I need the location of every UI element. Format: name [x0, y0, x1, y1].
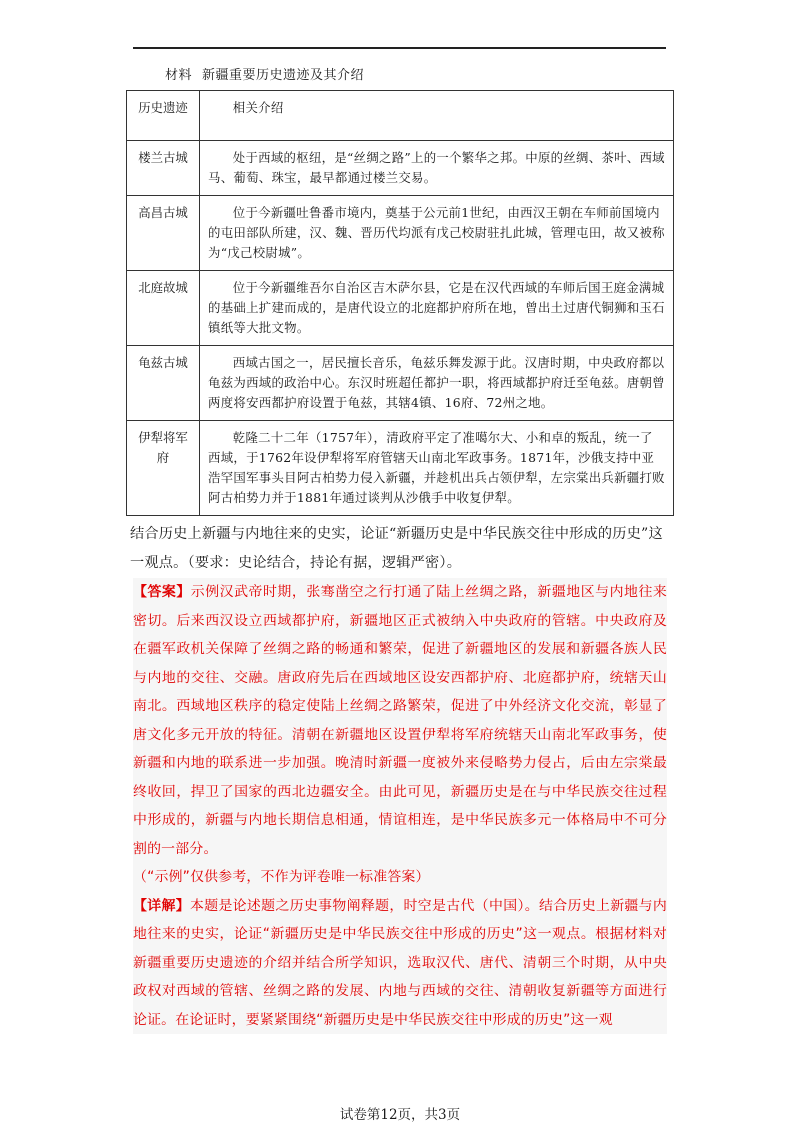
answer-text: 示例汉武帝时期，张骞凿空之行打通了陆上丝绸之路，新疆地区与内地往来密切。后来西汉设立西域都护府，新疆地区正式被纳入中央政府的管辖。中央政府及在疆军政机关保障了丝绸之路的畅通和繁荣，促进了新疆地区的发展和新疆各族人民与内地的交往、交融。唐政府先后在西域地区设安西都护府、北庭都护府，统辖天山南北。西域地区秩序的稳定使陆上丝绸之路繁荣，促进了中外经济文化交流，彰显了唐文化多元开放的特征。清朝在新疆地区设置伊犁将军府统辖天山南北军政事务，使新疆和内地的联系进一步加强。晚清时新疆一度被外来侵略势力侵占，后由左宗棠最终收回，捍卫了国家的西北边疆安全。由此可见，新疆历史是在与中华民族交往过程中形成的，新疆与内地长期信息相通，情谊相连，是中华民族多元一体格局中不可分割的一部分。 — [133, 584, 667, 857]
site-intro: 位于今新疆维吾尔自治区吉木萨尔县，它是在汉代西域的车师后国王庭金满城的基础上扩建而成的，是唐代设立的北庭都护府所在地，曾出土过唐代铜狮和玉石镇纸等大批文物。 — [200, 271, 674, 346]
detail-text: 本题是论述题之历史事物阐释题，时空是古代（中国）。结合历史上新疆与内地往来的史实，论证“新疆历史是中华民族交往中形成的历史”这一观点。根据材料对新疆重要历史遗迹的介绍并结合所学知识，选取汉代、唐代、清朝三个时期，从中央政权对西域的管辖、丝绸之路的发展、内地与西域的交往、清朝收复新疆等方面进行论证。在论证时，要紧紧围绕“新疆历史是中华民族交往中形成的历史”这一观 — [133, 897, 667, 1028]
site-intro: 处于西域的枢纽，是“丝绸之路”上的一个繁华之邦。中原的丝绸、茶叶、西域马、葡萄、珠宝，最早都通过楼兰交易。 — [200, 141, 674, 196]
site-intro: 位于今新疆吐鲁番市境内，奠基于公元前1世纪，由西汉王朝在车师前国境内的屯田部队所建，汉、魏、晋历代均派有戊己校尉驻扎此城，管理屯田，故又被称为“戊己校尉城”。 — [200, 196, 674, 271]
answer-block — [133, 578, 667, 1034]
detail-paragraph — [133, 892, 667, 1035]
site-intro: 西域古国之一，居民擅长音乐，龟兹乐舞发源于此。汉唐时期，中央政府都以龟兹为西域的政治中心。东汉时班超任都护一职，将西域都护府迁至龟兹。唐朝曾两度将安西都护府设置于龟兹，其辖4镇、16府、72州之地。 — [200, 346, 674, 421]
header-intro: 相关介绍 — [200, 91, 674, 141]
page-footer: 试卷第12页，共3页 — [339, 1107, 461, 1123]
table-header-row — [127, 91, 674, 141]
site-name: 高昌古城 — [127, 196, 200, 271]
answer-tag: 【答案】 — [133, 584, 191, 600]
answer-note: （“示例”仅供参考，不作为评卷唯一标准答案） — [133, 869, 430, 885]
table-row — [127, 271, 674, 346]
detail-tag: 【详解】 — [133, 897, 190, 914]
site-name: 伊犁将军府 — [127, 421, 200, 516]
site-name: 楼兰古城 — [127, 141, 200, 196]
site-intro: 乾隆二十二年（1757年），清政府平定了准噶尔大、小和卓的叛乱，统一了西域，于1762年设伊犁将军府管辖天山南北军政事务。1871年，沙俄支持中亚浩罕国军事头目阿古柏势力侵入新疆，并趁机出兵占领伊犁，左宗棠出兵新疆打败阿古柏势力并于1881年通过谈判从沙俄手中收复伊犁。 — [200, 421, 674, 516]
table-row — [127, 346, 674, 421]
site-name: 龟兹古城 — [127, 346, 200, 421]
material-caption — [165, 64, 364, 83]
site-name: 北庭故城 — [127, 271, 200, 346]
header-site: 历史遗迹 — [127, 91, 200, 141]
table-row — [127, 141, 674, 196]
table-row — [127, 196, 674, 271]
question-stem: 结合历史上新疆与内地往来的史实，论证“新疆历史是中华民族交往中形成的历史”这一观点。（要求：史论结合，持论有据，逻辑严密）。 — [130, 526, 663, 571]
historical-sites-table — [126, 90, 674, 516]
table-row — [127, 421, 674, 516]
top-rule — [133, 47, 666, 49]
caption-title: 新疆重要历史遗迹及其介绍 — [202, 68, 365, 83]
caption-label: 材料 — [165, 68, 193, 83]
answer-paragraph — [133, 578, 667, 863]
